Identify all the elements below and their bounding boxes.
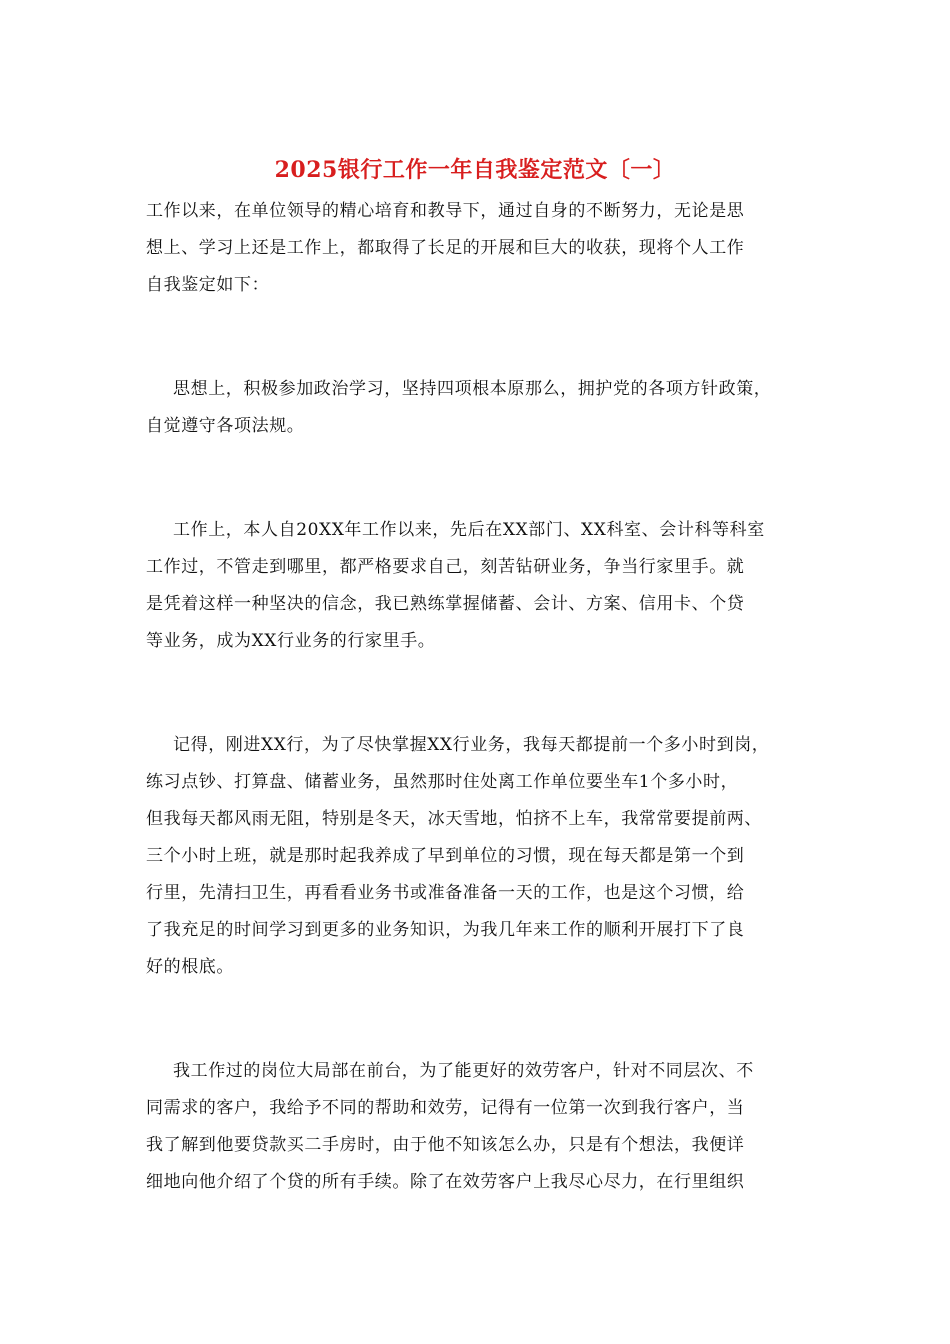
text-line: 好的根底。 xyxy=(146,957,234,977)
text-line: 细地向他介绍了个贷的所有手续。除了在效劳客户上我尽心尽力，在行里组织 xyxy=(146,1172,745,1192)
text-line: 我了解到他要贷款买二手房时，由于他不知该怎么办，只是有个想法，我便详 xyxy=(146,1135,745,1155)
text-line: 想上、学习上还是工作上，都取得了长足的开展和巨大的收获，现将个人工作 xyxy=(146,238,745,258)
text-line: 我工作过的岗位大局部在前台，为了能更好的效劳客户，针对不同层次、不 xyxy=(173,1061,754,1081)
text-line: 了我充足的时间学习到更多的业务知识，为我几年来工作的顺利开展打下了良 xyxy=(146,920,745,940)
text-line: 同需求的客户，我给予不同的帮助和效劳，记得有一位第一次到我行客户，当 xyxy=(146,1098,745,1118)
text-line: 但我每天都风雨无阻，特别是冬天，冰天雪地，怕挤不上车，我常常要提前两、 xyxy=(146,809,762,829)
text-line: 工作过，不管走到哪里，都严格要求自己，刻苦钻研业务，争当行家里手。就 xyxy=(146,557,745,577)
text-line: 等业务，成为XX行业务的行家里手。 xyxy=(146,631,436,651)
text-line: 自我鉴定如下： xyxy=(146,275,270,295)
text-line: 行里，先清扫卫生，再看看业务书或准备准备一天的工作，也是这个习惯，给 xyxy=(146,883,745,903)
text-line: 工作上，本人自20XX年工作以来，先后在XX部门、XX科室、会计科等科室 xyxy=(173,520,765,540)
text-line: 三个小时上班，就是那时起我养成了早到单位的习惯，现在每天都是第一个到 xyxy=(146,846,745,866)
document-title: 2025银行工作一年自我鉴定范文〔一〕 xyxy=(274,157,676,183)
text-line: 记得，刚进XX行，为了尽快掌握XX行业务，我每天都提前一个多小时到岗， xyxy=(173,735,770,755)
text-line: 是凭着这样一种坚决的信念，我已熟练掌握储蓄、会计、方案、信用卡、个贷 xyxy=(146,594,745,614)
text-line: 思想上，积极参加政治学习，坚持四项根本原那么，拥护党的各项方针政策， xyxy=(173,379,772,399)
text-line: 练习点钞、打算盘、储蓄业务，虽然那时住处离工作单位要坐车1个多小时， xyxy=(146,772,739,792)
text-line: 自觉遵守各项法规。 xyxy=(146,416,305,436)
text-line: 工作以来，在单位领导的精心培育和教导下，通过自身的不断努力，无论是思 xyxy=(146,201,745,221)
